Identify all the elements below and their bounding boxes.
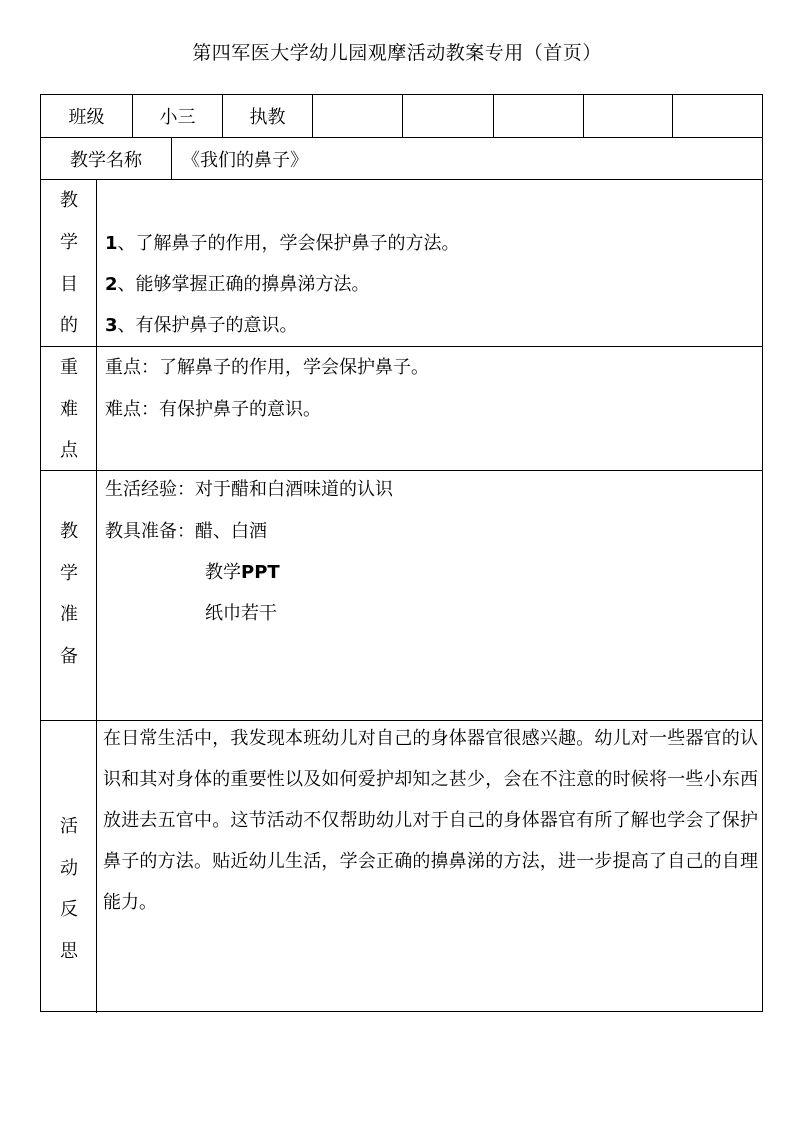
materials-item: 纸巾若干 [205, 603, 277, 624]
blank-cell [584, 95, 673, 137]
class-label: 班级 [41, 95, 133, 137]
goal-number: 1 [105, 233, 118, 254]
preparation-label-char: 准 [60, 604, 78, 625]
goal-number: 3 [105, 315, 118, 336]
blank-cell [494, 95, 584, 137]
reflection-label-char: 动 [60, 858, 78, 879]
blank-cell [313, 95, 403, 137]
class-value: 小三 [133, 95, 223, 137]
page-title: 第四军医大学幼儿园观摩活动教案专用（首页） [192, 42, 602, 64]
reflection-label-char: 思 [60, 941, 78, 962]
life-experience: 生活经验：对于醋和白酒味道的认识 [105, 479, 393, 500]
preparation-label-char: 学 [60, 563, 78, 584]
goals-label-char: 学 [60, 232, 78, 253]
goals-label-char: 目 [60, 274, 78, 295]
goals-label [41, 180, 97, 346]
goal-text: 、能够掌握正确的擤鼻涕方法。 [117, 274, 370, 295]
blank-cell [403, 95, 494, 137]
reflection-row [41, 721, 762, 1013]
goals-label-char: 教 [60, 190, 78, 211]
lesson-label: 教学名称 [41, 138, 172, 179]
goal-item [105, 315, 298, 337]
goals-row [41, 180, 762, 347]
reflection-label [41, 721, 97, 1013]
key-points-label [41, 347, 97, 470]
materials-ppt: PPT [241, 562, 280, 583]
materials-label: 教具准备： [105, 521, 195, 542]
lesson-plan-table [40, 94, 763, 1012]
materials-item: 醋、白酒 [195, 521, 267, 542]
goal-item [105, 233, 460, 255]
preparation-label-char: 备 [60, 646, 78, 667]
materials-line [105, 521, 267, 543]
teacher-label: 执教 [223, 95, 313, 137]
reflection-label-char: 活 [60, 816, 78, 837]
key-points-label-char: 点 [60, 440, 78, 461]
difficulty-line: 难点：有保护鼻子的意识。 [105, 399, 321, 420]
goals-label-char: 的 [60, 315, 78, 336]
goal-text: 、有保护鼻子的意识。 [117, 315, 298, 336]
lesson-title: 《我们的鼻子》 [182, 149, 308, 171]
materials-ppt-prefix: 教学 [205, 562, 241, 583]
goal-number: 2 [105, 274, 118, 295]
goal-item [105, 274, 370, 296]
reflection-label-char: 反 [60, 899, 78, 920]
blank-cell [673, 95, 764, 137]
preparation-row [41, 471, 762, 721]
header-row [41, 95, 762, 138]
materials-item [205, 562, 280, 584]
goal-text: 、了解鼻子的作用，学会保护鼻子的方法。 [117, 233, 460, 254]
preparation-label [41, 471, 97, 720]
reflection-text: 在日常生活中，我发现本班幼儿对自己的身体器官很感兴趣。幼儿对一些器官的认识和其对身体的重要性以及如何爱护却知之甚少，会在不注意的时候将一些小东西放进去五官中。这节活动不仅帮助幼儿对于自己的身体器官有所了解也学会了保护鼻子的方法。贴近幼儿生活，学会正确的擤鼻涕的方法，进一步提高了自己的自理能力。 [103, 728, 758, 913]
preparation-label-char: 教 [60, 521, 78, 542]
key-points-label-char: 难 [60, 399, 78, 420]
key-points-row [41, 347, 762, 471]
key-points-label-char: 重 [60, 357, 78, 378]
key-point-line: 重点：了解鼻子的作用，学会保护鼻子。 [105, 357, 429, 378]
lesson-row [41, 138, 762, 180]
